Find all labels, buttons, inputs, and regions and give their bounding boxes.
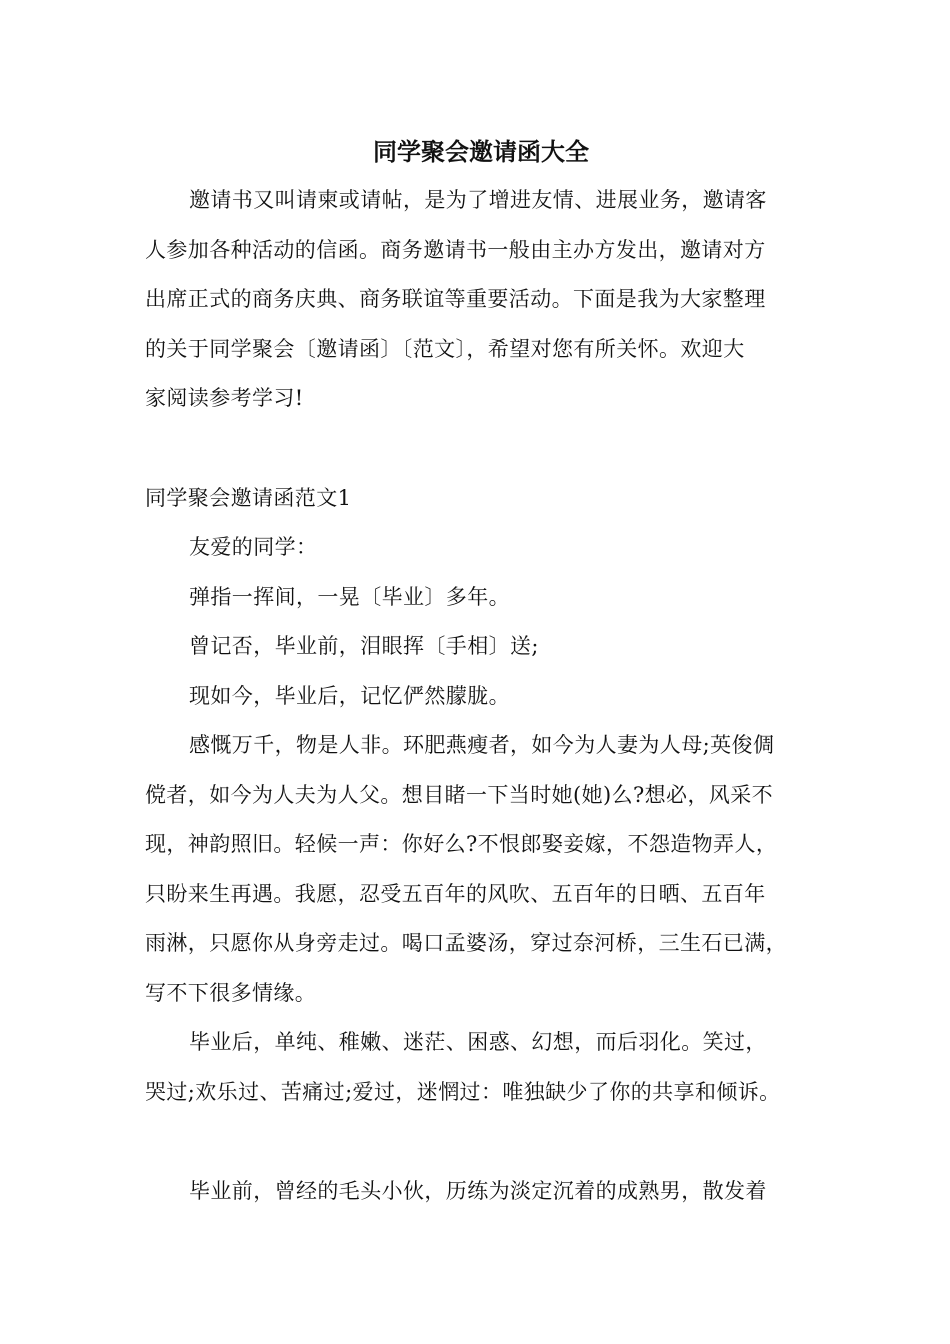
body-line: 曾记否，毕业前，泪眼挥〔手相〕送; — [189, 634, 539, 658]
paragraph-line: 哭过;欢乐过、苦痛过;爱过，迷惘过：唯独缺少了你的共享和倾诉。 — [145, 1079, 781, 1104]
intro-line: 家阅读参考学习! — [145, 386, 304, 410]
document-title: 同学聚会邀请函大全 — [373, 137, 589, 166]
body-line: 现如今，毕业后，记忆俨然朦胧。 — [189, 683, 510, 708]
body-line: 弹指一挥间，一晃〔毕业〕多年。 — [189, 584, 510, 609]
paragraph-gap — [145, 424, 825, 474]
paragraph-line: 毕业后，单纯、稚嫩、迷茫、困惑、幻想，而后羽化。笑过， — [189, 1030, 767, 1054]
document-page — [145, 128, 825, 1217]
paragraph-line: 现，神韵照旧。轻候一声：你好么?不恨郎娶妾嫁，不怨造物弄人， — [145, 832, 778, 856]
section-heading: 同学聚会邀请函范文1 — [145, 485, 352, 510]
body-paragraph — [145, 1167, 825, 1217]
paragraph-line: 毕业前，曾经的毛头小伙，历练为淡定沉着的成熟男，散发着 — [189, 1179, 767, 1203]
intro-line: 的关于同学聚会〔邀请函〕〔范文〕，希望对您有所关怀。欢迎大 — [145, 336, 745, 361]
body-paragraph — [145, 1018, 825, 1117]
paragraph-line: 傥者，如今为人夫为人父。想目睹一下当时她(她)么?想必，风采不 — [145, 782, 774, 807]
salutation: 友爱的同学： — [189, 535, 318, 559]
paragraph-line: 写不下很多情缘。 — [145, 980, 317, 1005]
intro-paragraph — [145, 176, 825, 424]
paragraph-line: 只盼来生再遇。我愿，忍受五百年的风吹、五百年的日晒、五百年 — [145, 881, 766, 906]
paragraph-gap — [145, 1117, 825, 1167]
body-paragraph — [145, 721, 825, 1018]
paragraph-line: 感慨万千，物是人非。环肥燕瘦者，如今为人妻为人母;英俊倜 — [189, 733, 775, 757]
intro-line: 出席正式的商务庆典、商务联谊等重要活动。下面是我为大家整理 — [145, 287, 766, 311]
intro-line: 邀请书又叫请柬或请帖，是为了增进友情、进展业务，邀请客 — [189, 188, 767, 212]
paragraph-line: 雨淋，只愿你从身旁走过。喝口孟婆汤，穿过奈河桥，三生石已满， — [145, 931, 787, 955]
intro-line: 人参加各种活动的信函。商务邀请书一般由主办方发出，邀请对方 — [145, 237, 766, 262]
